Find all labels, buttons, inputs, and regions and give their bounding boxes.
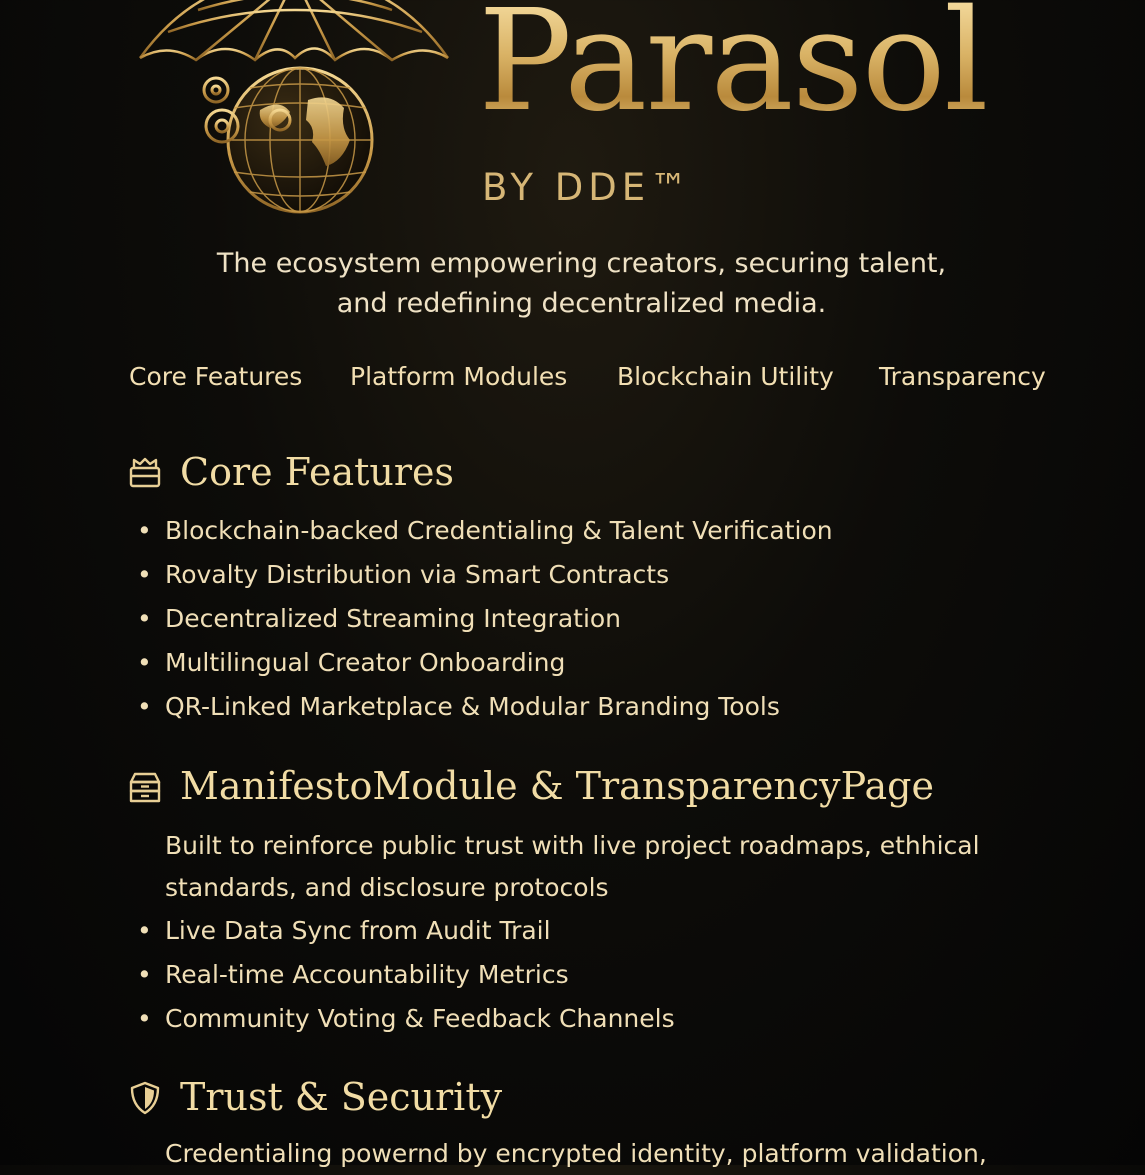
list-item: • Blockchain-backed Credentialing & Talent Verification <box>135 509 833 553</box>
brand-subtitle: BY DDE™ <box>482 166 693 209</box>
nav-item-transparency[interactable]: Transparency <box>879 362 1046 391</box>
core-features-list <box>135 509 833 729</box>
list-item: • Multilingual Creator Onboarding <box>135 641 833 685</box>
nav-item-blockchain-utility[interactable]: Blockchain Utility <box>617 362 834 391</box>
section-heading-trust-security <box>126 1075 502 1119</box>
building-icon <box>126 454 164 492</box>
section-title-core-features: Core Features <box>180 450 455 494</box>
tagline-line-2: and redefining decentralized media. <box>336 288 827 319</box>
archive-icon <box>126 768 164 806</box>
list-item: • Real-time Accountability Metrics <box>135 953 675 997</box>
section-heading-core-features <box>126 450 454 494</box>
brand-title: Parasol <box>478 0 987 132</box>
parasol-globe-logo <box>130 0 460 230</box>
section-title-manifesto: ManifestoModule & TransparencyPage <box>180 764 934 808</box>
section-title-trust-security: Trust & Security <box>180 1075 503 1119</box>
trust-description: Credentialing powernd by encrypted identity, platform validation, <box>165 1139 987 1168</box>
nav-item-platform-modules[interactable]: Platform Modules <box>350 362 568 391</box>
list-item: • Community Voting & Feedback Channels <box>135 997 675 1041</box>
list-item: • Rovalty Distribution via Smart Contracts <box>135 553 833 597</box>
list-item: • Decentralized Streaming Integration <box>135 597 833 641</box>
nav-item-core-features[interactable]: Core Features <box>129 362 303 391</box>
section-heading-manifesto <box>126 764 934 808</box>
tagline-line-1: The ecosystem empowering creators, securing talent, <box>216 248 947 279</box>
manifesto-description: Built to reinforce public trust with live project roadmaps, ethhical standards, and disclosure protocols <box>165 831 980 902</box>
list-item: • QR-Linked Marketplace & Modular Branding Tools <box>135 685 833 729</box>
manifesto-list <box>135 909 675 1041</box>
list-item: • Live Data Sync from Audit Trail <box>135 909 675 953</box>
shield-icon <box>126 1079 164 1117</box>
tagline <box>0 244 1145 324</box>
